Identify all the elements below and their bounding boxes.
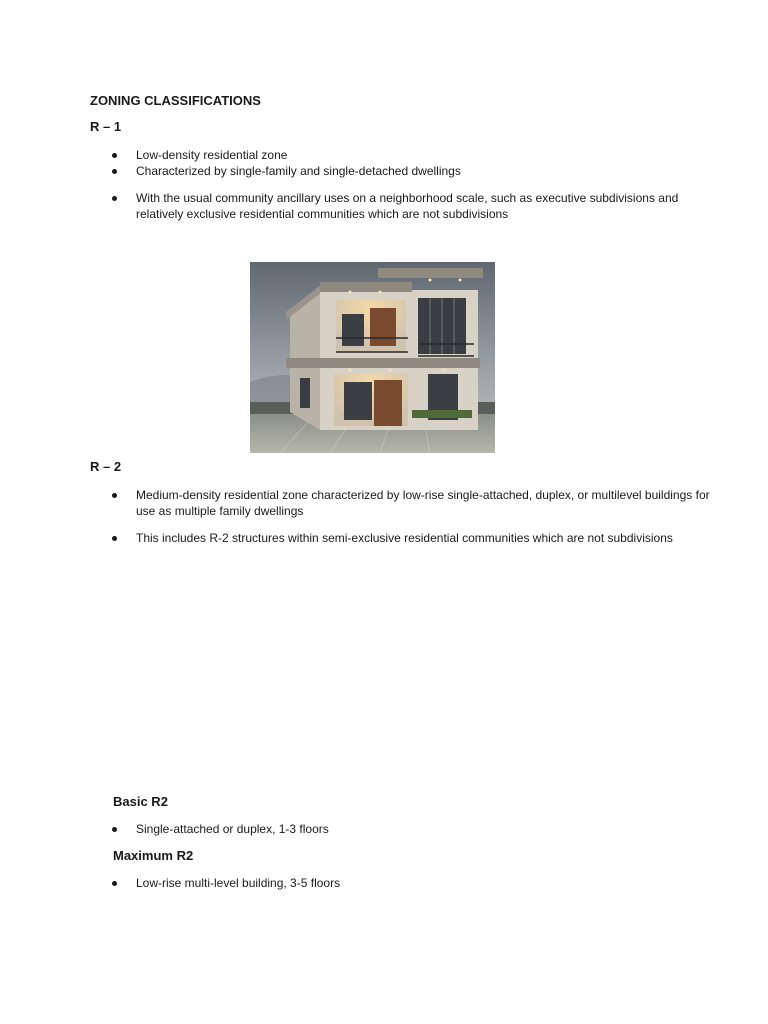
r1-bullet: Characterized by single-family and single-detached dwellings: [112, 163, 712, 179]
r1-bullet: With the usual community ancillary uses on a neighborhood scale, such as executive subdivisions and relatively exclusive residential communities which are not subdivisions: [112, 190, 712, 222]
r1-bullet-list: [112, 147, 712, 222]
basic-r2-bullet: Single-attached or duplex, 1-3 floors: [112, 821, 712, 837]
r2-bullet-list: [112, 487, 712, 546]
house-rendering-image: [250, 262, 495, 453]
basic-r2-heading: Basic R2: [113, 794, 168, 809]
maximum-r2-bullet-list: [112, 875, 712, 891]
maximum-r2-bullet: Low-rise multi-level building, 3-5 floors: [112, 875, 712, 891]
r2-bullet: Medium-density residential zone characterized by low-rise single-attached, duplex, or multilevel buildings for use as multiple family dwellings: [112, 487, 712, 519]
page-title: ZONING CLASSIFICATIONS: [90, 93, 261, 108]
r2-heading: R – 2: [90, 459, 122, 474]
r2-bullet: This includes R-2 structures within semi-exclusive residential communities which are not subdivisions: [112, 530, 712, 546]
basic-r2-bullet-list: [112, 821, 712, 837]
r1-heading: R – 1: [90, 119, 122, 134]
r1-bullet: Low-density residential zone: [112, 147, 712, 163]
maximum-r2-heading: Maximum R2: [113, 848, 194, 863]
